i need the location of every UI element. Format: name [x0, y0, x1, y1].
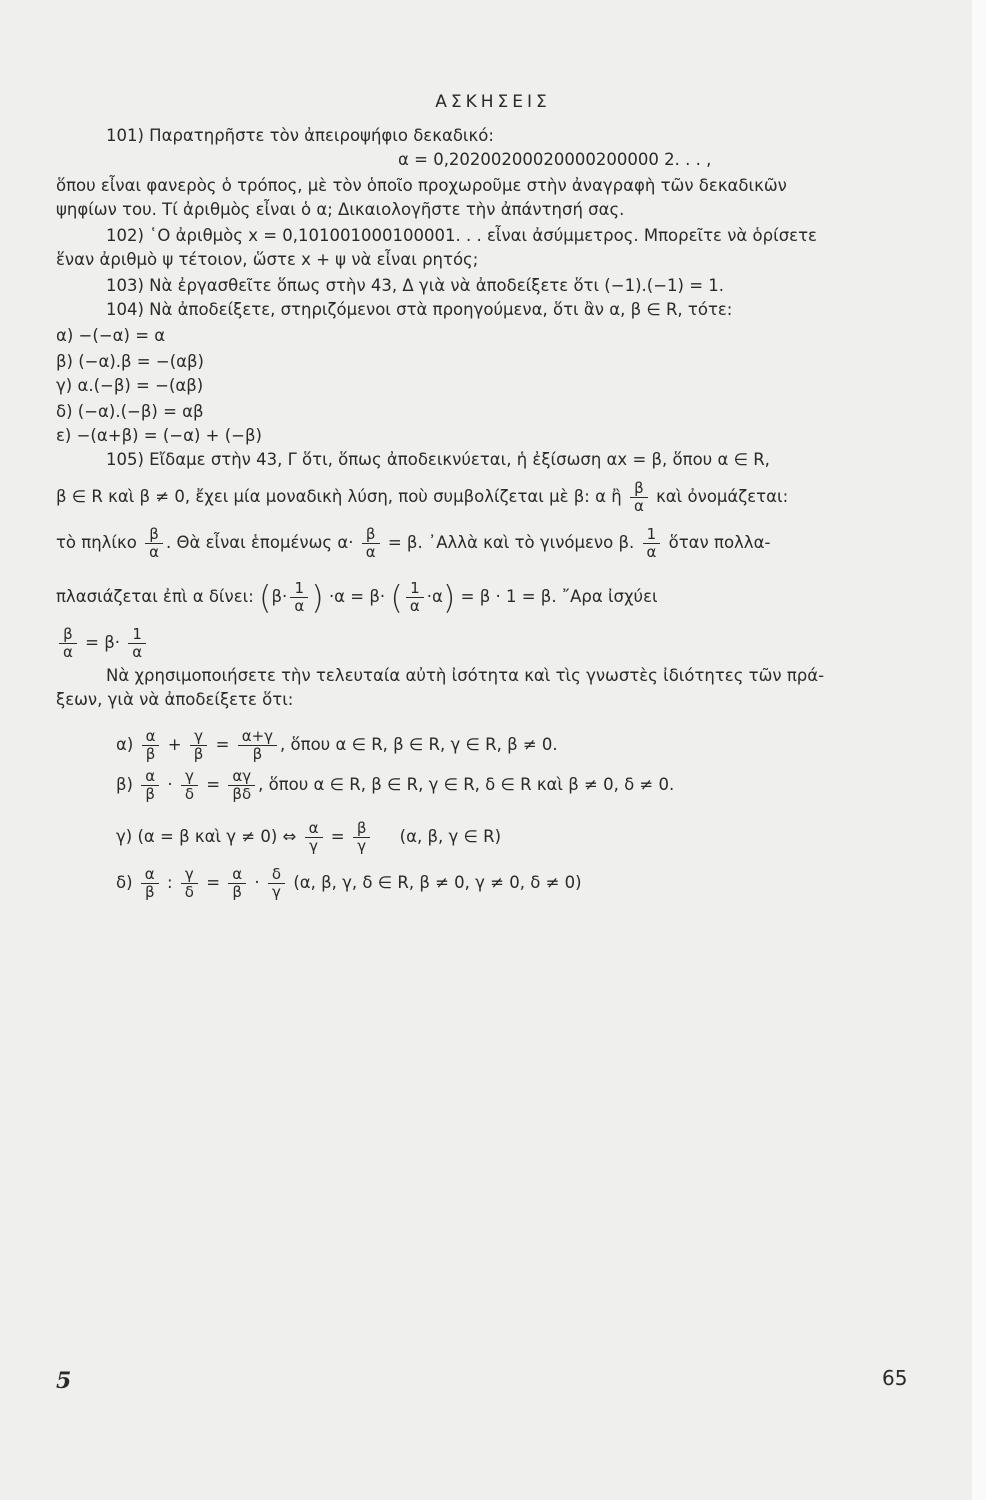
page-edge — [972, 0, 986, 1500]
fraction-beta-alpha-3: $\frac{\beta}{\alpha}$ — [59, 626, 77, 661]
ex105-line5: $\frac{\beta}{\alpha}$ = β· $\frac{1}{\alpha}$ — [56, 626, 149, 661]
ex105-line3: τὸ πηλίκο $\frac{\beta}{\alpha}$ . Θὰ εἶναι ἑπομένως α· $\frac{\beta}{\alpha}$ = β. ᾿Αλλὰ καὶ τὸ γινόμενο β. $\frac{1}{\alpha}$ ὅταν πολλα- — [56, 525, 771, 561]
fraction-one-alpha-c: $\frac{1}{\alpha}$ — [128, 626, 146, 661]
ex105-line1: 105) Εἴδαμε στὴν 43, Γ ὅτι, ὅπως ἀποδεικνύεται, ἡ ἐξίσωση αx = β, ὅπου α ∈ R, — [106, 450, 770, 469]
ex105-part-b: β) $\frac{\alpha}{\beta}$ · $\frac{\gamma}{\delta}$ = $\frac{\alpha\gamma}{\beta\delta}$ , ὅπου α ∈ R, β ∈ R, γ ∈ R, δ ∈ R καὶ β ≠ 0, δ ≠ 0. — [116, 767, 675, 803]
ex104-item-c: γ) α.(−β) = −(αβ) — [56, 376, 204, 395]
fraction-beta-over-alpha: $\frac{\beta}{\alpha}$ — [630, 480, 648, 515]
fraction-one-alpha-b: $\frac{1}{\alpha}$ — [406, 580, 424, 615]
fraction-one-over-alpha: $\frac{1}{\alpha}$ — [643, 526, 661, 561]
page-number: 65 — [882, 1366, 908, 1390]
ex105-part-d: δ) $\frac{\alpha}{\beta}$ : $\frac{\gamma}{\delta}$ = $\frac{\alpha}{\beta}$ · $\frac{\delta}{\gamma}$ (α, β, γ, δ ∈ R, β ≠ 0, γ ≠ 0, δ ≠ 0) — [116, 865, 582, 901]
fraction-beta-alpha-2: $\frac{\beta}{\alpha}$ — [362, 526, 380, 561]
ex105-line7: ξεων, γιὰ νὰ ἀποδείξετε ὅτι: — [56, 690, 294, 709]
signature-mark: 5 — [56, 1368, 72, 1394]
ex105-part-c: γ) (α = β καὶ γ ≠ 0) ⇔ $\frac{\alpha}{\gamma}$ = $\frac{\beta}{\gamma}$ (α, β, γ ∈ R) — [116, 819, 502, 855]
ex102-line2: ἕναν ἀριθμὸ ψ τέτοιον, ὥστε x + ψ νὰ εἶναι ρητός; — [56, 250, 479, 269]
ex104-item-a: α) −(−α) = α — [56, 326, 166, 345]
ex101-line1: 101) Παρατηρῆστε τὸν ἀπειροψήφιο δεκαδικό: — [106, 126, 494, 145]
page-title: ΑΣΚΗΣΕΙΣ — [435, 92, 551, 112]
fraction-quotient: $\frac{\beta}{\alpha}$ — [145, 526, 163, 561]
ex104-line1: 104) Νὰ ἀποδείξετε, στηριζόμενοι στὰ προηγούμενα, ὅτι ἂν α, β ∈ R, τότε: — [106, 300, 733, 319]
ex105-part-a: α) $\frac{\alpha}{\beta}$ + $\frac{\gamma}{\beta}$ = $\frac{\alpha+\gamma}{\beta}$ , ὅπου α ∈ R, β ∈ R, γ ∈ R, β ≠ 0. — [116, 727, 558, 763]
ex102-line1: 102) ῾Ο ἀριθμὸς x = 0,101001000100001. . . εἶναι ἀσύμμετρος. Μπορεῖτε νὰ ὁρίσετε — [106, 226, 817, 245]
ex101-line3: ὅπου εἶναι φανερὸς ὁ τρόπος, μὲ τὸν ὁποῖο προχωροῦμε στὴν ἀναγραφὴ τῶν δεκαδικῶν — [56, 176, 787, 195]
ex104-item-b: β) (−α).β = −(αβ) — [56, 352, 204, 371]
ex104-item-d: δ) (−α).(−β) = αβ — [56, 402, 204, 421]
ex104-item-e: ε) −(α+β) = (−α) + (−β) — [56, 426, 262, 445]
ex105-line2: β ∈ R καὶ β ≠ 0, ἔχει μία μοναδικὴ λύση, ποὺ συμβολίζεται μὲ β: α ἢ $\frac{\beta}{\alpha}$ καὶ ὀνομάζεται: — [56, 479, 789, 515]
ex101-decimal: α = 0,20200200020000200000 2. . . , — [398, 150, 712, 169]
ex105-line6: Νὰ χρησιμοποιήσετε τὴν τελευταία αὐτὴ ἰσότητα καὶ τὶς γνωστὲς ἰδιότητες τῶν πρά- — [106, 666, 825, 685]
fraction-one-alpha-a: $\frac{1}{\alpha}$ — [290, 580, 308, 615]
ex103: 103) Νὰ ἐργασθεῖτε ὅπως στὴν 43, Δ γιὰ νὰ ἀποδείξετε ὅτι (−1).(−1) = 1. — [106, 276, 725, 295]
ex105-line4: πλασιάζεται ἐπὶ α δίνει: (β· $\frac{1}{\alpha}$ ) ·α = β· ( $\frac{1}{\alpha}$ ·α) = β · 1 = β. ῎Αρα ἰσχύει — [56, 578, 658, 617]
ex101-line4: ψηφίων του. Τί ἀριθμὸς εἶναι ὁ α; Δικαιολογῆστε τὴν ἀπάντησή σας. — [56, 200, 625, 219]
